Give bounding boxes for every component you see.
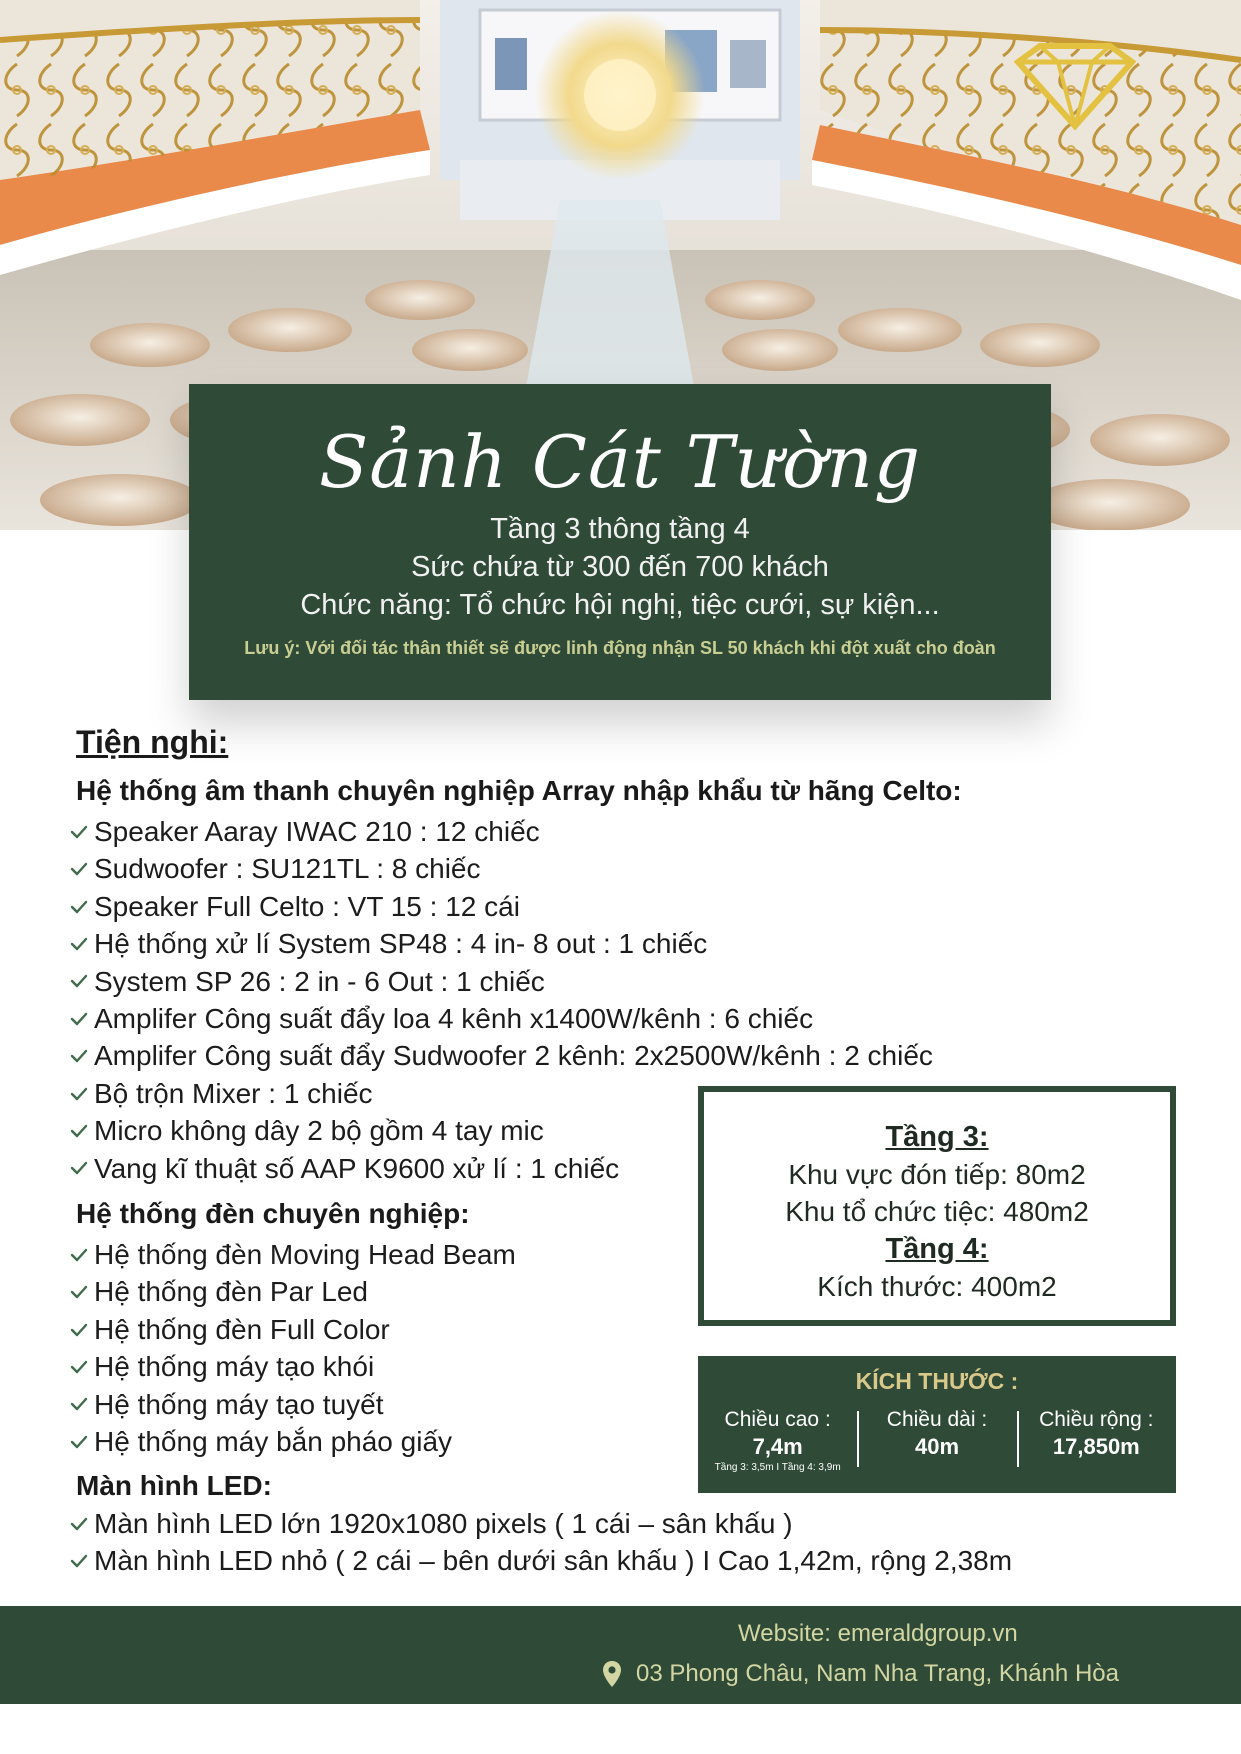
feature-text: Hệ thống đèn Full Color xyxy=(94,1313,390,1345)
feature-item xyxy=(70,1423,516,1460)
feature-item xyxy=(70,1386,516,1423)
feature-text: Hệ thống máy bắn pháo giấy xyxy=(94,1426,453,1458)
length-label: Chiều dài : xyxy=(886,1408,988,1431)
location-pin-icon xyxy=(602,1660,622,1688)
partner-note: Lưu ý: Với đối tác thân thiết sẽ được linh động nhận SL 50 khách khi đột xuất cho đoàn xyxy=(244,638,996,658)
feature-item xyxy=(70,1000,933,1037)
check-icon xyxy=(70,935,94,953)
feature-text: Hệ thống máy tạo tuyết xyxy=(94,1388,384,1420)
check-icon xyxy=(70,1321,94,1339)
feature-item xyxy=(70,1037,933,1074)
floor4-size: Kích thước: 400m2 xyxy=(817,1271,1057,1302)
floor3-party-area: Khu tổ chức tiệc: 480m2 xyxy=(785,1196,1089,1227)
feature-text: Hệ thống xử lí System SP48 : 4 in- 8 out : 1 chiếc xyxy=(94,928,708,960)
height-value: 7,4m xyxy=(752,1434,803,1459)
floor-info-box xyxy=(698,1086,1176,1326)
website-link[interactable]: Website: emeraldgroup.vn xyxy=(738,1620,1018,1647)
feature-text: Micro không dây 2 bộ gồm 4 tay mic xyxy=(94,1115,544,1147)
check-icon xyxy=(70,1358,94,1376)
address-text: 03 Phong Châu, Nam Nha Trang, Khánh Hòa xyxy=(636,1660,1119,1687)
feature-text: Sudwoofer : SU121TL : 8 chiếc xyxy=(94,853,481,885)
check-icon xyxy=(70,898,94,916)
footer xyxy=(0,1606,1241,1704)
check-icon xyxy=(70,860,94,878)
check-icon xyxy=(70,1515,94,1533)
led-screen-title: Màn hình LED: xyxy=(76,1470,272,1501)
feature-item xyxy=(70,1348,516,1385)
feature-item xyxy=(70,1236,516,1273)
feature-text: Amplifer Công suất đẩy Sudwoofer 2 kênh: 2x2500W/kênh : 2 chiếc xyxy=(94,1040,933,1072)
floor4-title: Tầng 4: xyxy=(885,1233,989,1265)
feature-item xyxy=(70,850,933,887)
feature-text: System SP 26 : 2 in - 6 Out : 1 chiếc xyxy=(94,965,545,997)
check-icon xyxy=(70,1552,94,1570)
feature-item xyxy=(70,1542,1012,1579)
feature-item xyxy=(70,963,933,1000)
feature-text: Màn hình LED lớn 1920x1080 pixels ( 1 cái – sân khấu ) xyxy=(94,1508,793,1539)
title-panel xyxy=(189,384,1051,700)
function-text: Chức năng: Tổ chức hội nghị, tiệc cưới, sự kiện... xyxy=(300,589,940,621)
check-icon xyxy=(70,1085,94,1103)
check-icon xyxy=(70,1047,94,1065)
feature-text: Speaker Full Celto : VT 15 : 12 cái xyxy=(94,890,520,922)
length-column xyxy=(857,1407,1016,1475)
feature-text: Hệ thống máy tạo khói xyxy=(94,1351,375,1383)
feature-item xyxy=(70,888,933,925)
feature-text: Bộ trộn Mixer : 1 chiếc xyxy=(94,1077,373,1109)
feature-text: Amplifer Công suất đẩy loa 4 kênh x1400W/kênh : 6 chiếc xyxy=(94,1003,814,1035)
height-column xyxy=(698,1407,857,1475)
check-icon xyxy=(70,1283,94,1301)
width-column xyxy=(1017,1407,1176,1475)
check-icon xyxy=(70,1122,94,1140)
feature-item xyxy=(70,813,933,850)
lighting-system-list xyxy=(70,1236,516,1460)
led-screen-list xyxy=(70,1505,1012,1580)
feature-item xyxy=(70,1311,516,1348)
amenities-title: Tiện nghi: xyxy=(76,724,229,760)
feature-text: Speaker Aaray IWAC 210 : 12 chiếc xyxy=(94,816,540,847)
feature-text: Hệ thống đèn Moving Head Beam xyxy=(94,1239,516,1270)
check-icon xyxy=(70,1433,94,1451)
capacity-text: Sức chứa từ 300 đến 700 khách xyxy=(411,551,829,583)
height-label: Chiều cao : xyxy=(724,1408,831,1431)
length-value: 40m xyxy=(914,1434,960,1459)
check-icon xyxy=(70,1395,94,1413)
feature-text: Màn hình LED nhỏ ( 2 cái – bên dưới sân khấu ) I Cao 1,42m, rộng 2,38m xyxy=(94,1545,1013,1577)
feature-item xyxy=(70,1273,516,1310)
feature-item xyxy=(70,925,933,962)
width-label: Chiều rộng : xyxy=(1039,1408,1154,1431)
floor3-title: Tầng 3: xyxy=(885,1121,989,1153)
height-detail: Tầng 3: 3,5m I Tầng 4: 3,9m xyxy=(714,1462,841,1473)
check-icon xyxy=(70,1159,94,1177)
sound-system-title: Hệ thống âm thanh chuyên nghiệp Array nhập khẩu từ hãng Celto: xyxy=(76,775,962,806)
width-value: 17,850m xyxy=(1052,1434,1140,1459)
hall-name: Sảnh Cát Tường xyxy=(319,420,921,504)
address xyxy=(602,1660,1119,1688)
floor3-reception: Khu vực đón tiếp: 80m2 xyxy=(788,1159,1086,1190)
check-icon xyxy=(70,823,94,841)
check-icon xyxy=(70,972,94,990)
feature-text: Vang kĩ thuật số AAP K9600 xử lí : 1 chiếc xyxy=(94,1152,620,1184)
lighting-system-title: Hệ thống đèn chuyên nghiệp: xyxy=(76,1198,470,1229)
feature-text: Hệ thống đèn Par Led xyxy=(94,1276,368,1308)
dimensions-title: KÍCH THƯỚC : xyxy=(855,1368,1019,1394)
floors-text: Tầng 3 thông tầng 4 xyxy=(490,513,750,545)
feature-item xyxy=(70,1505,1012,1542)
check-icon xyxy=(70,1010,94,1028)
diamond-logo-icon xyxy=(1000,42,1150,130)
check-icon xyxy=(70,1246,94,1264)
dimensions-box xyxy=(698,1356,1176,1493)
